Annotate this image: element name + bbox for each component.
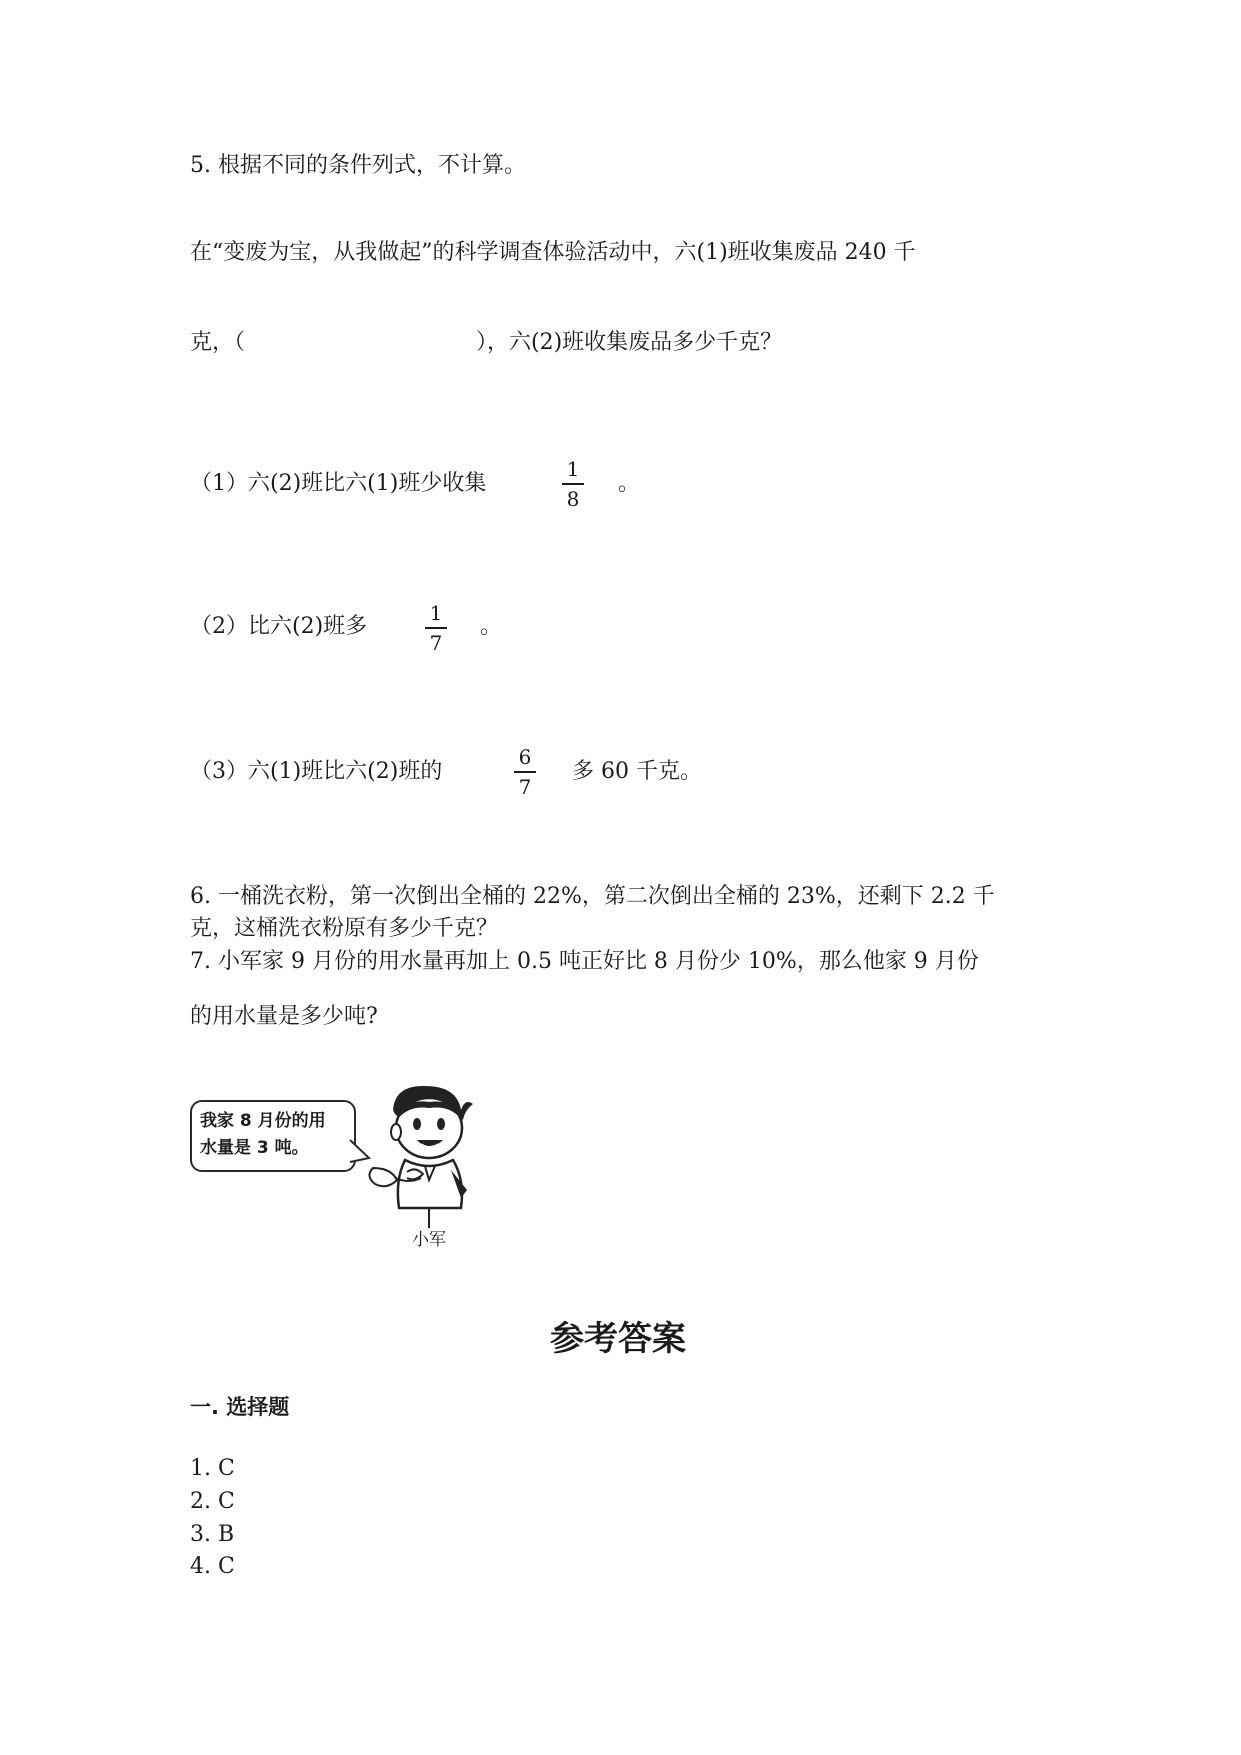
q7-line1: 7. 小军家 9 月份的用水量再加上 0.5 吨正好比 8 月份少 10%，那么他家 9 月份 [190, 949, 979, 974]
speech-bubble-line2: 水量是 3 吨。 [200, 1138, 309, 1158]
answers-section-title: 一. 选择题 [190, 1395, 290, 1419]
fraction-denominator: 7 [518, 774, 532, 799]
q6-line2: 克，这桶洗衣粉原有多少千克？ [190, 916, 499, 941]
fraction-denominator: 7 [429, 630, 443, 655]
fraction-denominator: 8 [566, 486, 580, 511]
q5-option2-fraction [425, 603, 447, 653]
q5-blank [262, 332, 472, 354]
q5-title: 5. 根据不同的条件列式，不计算。 [190, 153, 526, 178]
speech-bubble-line1: 我家 8 月份的用 [200, 1111, 326, 1131]
fraction-numerator: 6 [518, 745, 532, 769]
q5-stem-line1: 在“变废为宝，从我做起”的科学调查体验活动中，六(1)班收集废品 240 千 [190, 240, 916, 265]
answer-item: 3. B [190, 1522, 235, 1547]
q5-stem-line2-a: 克，（ [190, 330, 246, 355]
q5-option2-text: （2）比六(2)班多 [190, 614, 368, 639]
fraction-numerator: 1 [429, 601, 443, 625]
q5-option3-end: 多 60 千克。 [572, 759, 702, 784]
fraction-bar [425, 627, 447, 629]
q7-line2: 的用水量是多少吨? [190, 1004, 378, 1029]
q5-option1-end: 。 [618, 471, 641, 496]
answer-item: 1. C [190, 1456, 235, 1481]
q6-line1: 6. 一桶洗衣粉，第一次倒出全桶的 22%，第二次倒出全桶的 23%，还剩下 2.2 千 [190, 884, 995, 909]
boy-illustration-icon [365, 1080, 485, 1230]
answer-item: 2. C [190, 1489, 235, 1514]
q5-option1-fraction [562, 459, 584, 509]
fraction-bar [514, 771, 536, 773]
illustration-caption: 小军 [412, 1230, 446, 1250]
q5-option3-text: （3）六(1)班比六(2)班的 [190, 759, 443, 784]
q5-option1-text: （1）六(2)班比六(1)班少收集 [190, 471, 487, 496]
q5-option3-fraction [514, 747, 536, 797]
fraction-bar [562, 483, 584, 485]
q5-stem-line2-b: ），六(2)班收集废品多少千克？ [476, 330, 783, 355]
q5-option2-end: 。 [480, 614, 503, 639]
answer-item: 4. C [190, 1554, 235, 1579]
answers-title: 参考答案 [550, 1319, 686, 1359]
fraction-numerator: 1 [566, 457, 580, 481]
